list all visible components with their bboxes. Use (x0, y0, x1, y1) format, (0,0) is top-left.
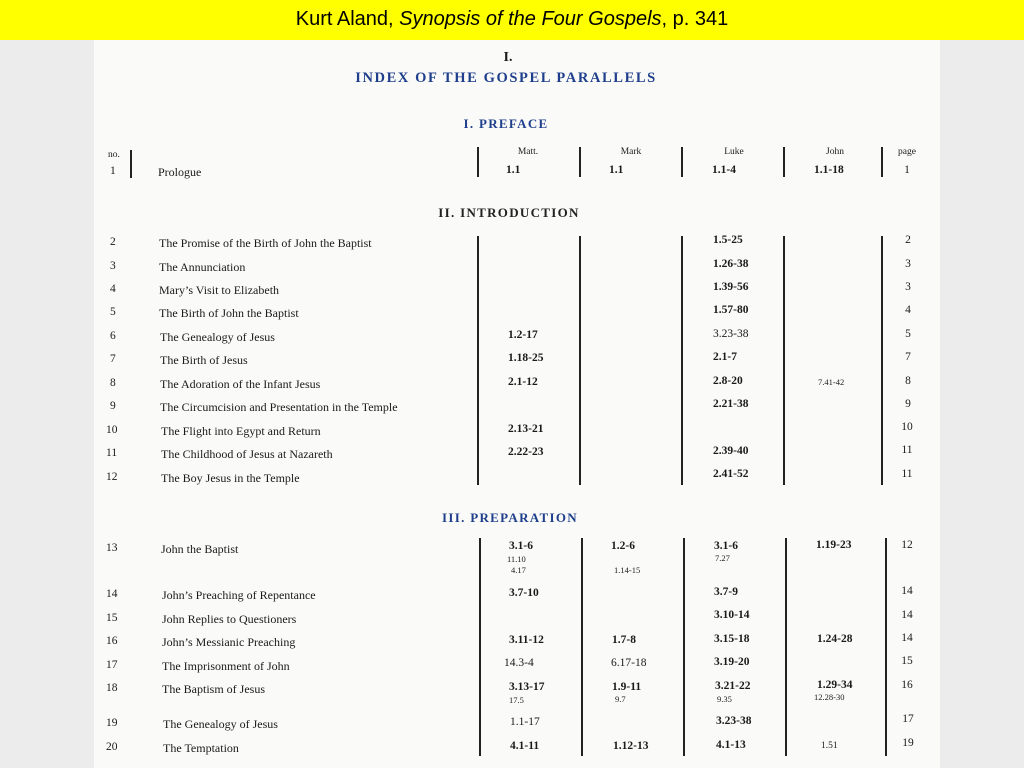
entry-number: 6 (110, 330, 116, 342)
column-divider (885, 538, 887, 756)
entry-number: 11 (106, 447, 118, 459)
matt-reference: 1.2-17 (508, 329, 538, 341)
luke-reference: 3.21-22 (715, 680, 751, 692)
john-reference: 1.1-18 (814, 164, 844, 176)
mark-reference: 1.9-11 (612, 681, 642, 693)
entry-title: The Genealogy of Jesus (163, 717, 278, 731)
column-divider (783, 236, 785, 485)
page-number: 12 (901, 539, 913, 551)
column-header-no: no. (108, 150, 120, 160)
entry-number: 8 (110, 377, 116, 389)
entry-number: 2 (110, 236, 116, 248)
matt-reference: 14.3-4 (504, 657, 534, 669)
entry-number: 1 (110, 165, 116, 177)
entry-title: The Adoration of the Infant Jesus (160, 377, 321, 391)
page-number: 16 (901, 679, 913, 691)
column-divider (681, 236, 683, 485)
john-reference: 1.29-34 (817, 679, 853, 691)
entry-title: John’s Preaching of Repentance (162, 588, 316, 602)
luke-reference: 1.1-4 (712, 164, 736, 176)
luke-reference: 3.19-20 (714, 656, 750, 668)
part-number: I. (503, 50, 513, 65)
page-number: 17 (902, 713, 914, 725)
column-divider (477, 236, 479, 485)
entry-title: The Imprisonment of John (162, 659, 290, 673)
luke-reference: 3.7-9 (714, 586, 738, 598)
entry-title: The Birth of Jesus (160, 353, 248, 367)
matt-reference: 1.1-17 (510, 716, 540, 728)
banner-work-title: Synopsis of the Four Gospels (399, 8, 662, 30)
mark-reference: 1.12-13 (613, 740, 649, 752)
entry-number: 17 (106, 659, 118, 671)
column-divider (783, 147, 785, 177)
page-number: 4 (905, 304, 911, 316)
luke-reference: 3.10-14 (714, 609, 750, 621)
page-number: 3 (905, 258, 911, 270)
luke-reference: 2.41-52 (713, 468, 749, 480)
mark-cross-reference: 9.7 (615, 694, 626, 704)
luke-cross-reference: 9.35 (717, 694, 732, 704)
column-header-luke: Luke (724, 147, 744, 157)
john-cross-reference: 12.28-30 (814, 692, 845, 702)
entry-title: The Baptism of Jesus (162, 682, 265, 696)
column-header-john: John (826, 147, 844, 157)
entry-number: 3 (110, 260, 116, 272)
caption-banner (0, 0, 1024, 40)
entry-number: 12 (106, 471, 118, 483)
section-heading-preparation: III. PREPARATION (442, 510, 578, 525)
entry-number: 10 (106, 424, 118, 436)
entry-number: 18 (106, 682, 118, 694)
column-divider (581, 538, 583, 756)
page-number: 9 (905, 398, 911, 410)
entry-number: 15 (106, 612, 118, 624)
luke-reference: 2.21-38 (713, 398, 749, 410)
john-reference: 1.19-23 (816, 539, 852, 551)
page-number: 14 (901, 609, 913, 621)
page-number: 10 (901, 421, 913, 433)
banner-page-ref: , p. 341 (661, 8, 729, 30)
entry-number: 9 (110, 400, 116, 412)
luke-reference: 3.15-18 (714, 633, 750, 645)
column-divider (579, 147, 581, 177)
entry-title: Mary’s Visit to Elizabeth (159, 283, 280, 297)
page-number: 11 (901, 444, 913, 456)
luke-reference: 1.26-38 (713, 258, 749, 270)
luke-reference: 4.1-13 (716, 739, 746, 751)
page-number: 1 (904, 164, 910, 176)
mark-reference: 6.17-18 (611, 657, 647, 669)
matt-reference: 3.1-6 (509, 540, 533, 552)
john-reference: 7.41-42 (818, 377, 845, 387)
john-reference: 1.24-28 (817, 633, 853, 645)
column-header-page: page (898, 147, 916, 157)
page-number: 11 (901, 468, 913, 480)
matt-reference: 4.1-11 (510, 740, 540, 752)
entry-number: 20 (106, 741, 118, 753)
entry-number: 16 (106, 635, 118, 647)
banner-author: Kurt Aland, (295, 8, 400, 30)
mark-reference: 1.1 (609, 164, 624, 176)
page-number: 19 (902, 737, 914, 749)
page-number: 14 (901, 632, 913, 644)
mark-reference: 1.2-6 (611, 540, 635, 552)
section-heading-introduction: II. INTRODUCTION (438, 205, 580, 220)
luke-reference: 1.39-56 (713, 281, 749, 293)
entry-title: John Replies to Questioners (162, 612, 297, 626)
matt-reference: 2.1-12 (508, 376, 538, 388)
column-divider (130, 150, 132, 178)
entry-title: The Birth of John the Baptist (159, 306, 299, 320)
column-header-matt: Matt. (517, 147, 539, 157)
section-heading-preface: I. PREFACE (463, 116, 549, 131)
matt-reference: 1.1 (506, 164, 521, 176)
entry-title: The Flight into Egypt and Return (161, 424, 321, 438)
luke-reference: 2.39-40 (713, 445, 749, 457)
matt-reference: 3.11-12 (509, 634, 544, 646)
entry-number: 4 (110, 283, 116, 295)
page-number: 14 (901, 585, 913, 597)
matt-reference: 1.18-25 (508, 352, 544, 364)
column-divider (579, 236, 581, 485)
matt-reference: 2.13-21 (508, 423, 544, 435)
column-divider (785, 538, 787, 756)
luke-reference: 3.23-38 (716, 715, 752, 727)
luke-reference: 3.23-38 (713, 328, 749, 340)
luke-reference: 3.1-6 (714, 540, 738, 552)
column-divider (477, 147, 479, 177)
matt-cross-reference: 17.5 (509, 695, 524, 705)
column-divider (881, 236, 883, 485)
entry-title: The Annunciation (159, 260, 246, 274)
page-number: 3 (905, 281, 911, 293)
matt-reference: 3.7-10 (509, 587, 539, 599)
column-divider (479, 538, 481, 756)
entry-title: The Boy Jesus in the Temple (161, 471, 300, 485)
column-divider (683, 538, 685, 756)
matt-reference: 2.22-23 (508, 446, 544, 458)
document-heading: INDEX OF THE GOSPEL PARALLELS (355, 70, 657, 86)
john-reference: 1.51 (821, 741, 838, 751)
entry-number: 19 (106, 717, 118, 729)
mark-reference: 1.7-8 (612, 634, 636, 646)
entry-number: 5 (110, 306, 116, 318)
entry-title: The Circumcision and Presentation in the Temple (160, 400, 398, 414)
luke-cross-reference: 7.27 (715, 553, 730, 563)
page-number: 15 (901, 655, 913, 667)
page-number: 7 (905, 351, 911, 363)
page-number: 5 (905, 328, 911, 340)
matt-cross-reference: 4.17 (511, 565, 526, 575)
entry-title: The Genealogy of Jesus (160, 330, 275, 344)
entry-title: The Promise of the Birth of John the Baptist (159, 236, 372, 250)
column-divider (881, 147, 883, 177)
matt-cross-reference: 11.10 (507, 554, 526, 564)
entry-title: John’s Messianic Preaching (162, 635, 296, 649)
mark-cross-reference: 1.14-15 (614, 565, 641, 575)
entry-title: Prologue (158, 165, 202, 179)
luke-reference: 1.5-25 (713, 234, 743, 246)
scanned-page (94, 40, 940, 768)
column-divider (681, 147, 683, 177)
entry-number: 13 (106, 542, 118, 554)
page-number: 8 (905, 375, 911, 387)
entry-number: 7 (110, 353, 116, 365)
luke-reference: 1.57-80 (713, 304, 749, 316)
entry-title: John the Baptist (161, 542, 239, 556)
column-header-mark: Mark (620, 147, 642, 157)
luke-reference: 2.8-20 (713, 375, 743, 387)
luke-reference: 2.1-7 (713, 351, 737, 363)
page-number: 2 (905, 234, 911, 246)
entry-number: 14 (106, 588, 118, 600)
matt-reference: 3.13-17 (509, 681, 545, 693)
entry-title: The Temptation (163, 741, 239, 755)
entry-title: The Childhood of Jesus at Nazareth (161, 447, 333, 461)
